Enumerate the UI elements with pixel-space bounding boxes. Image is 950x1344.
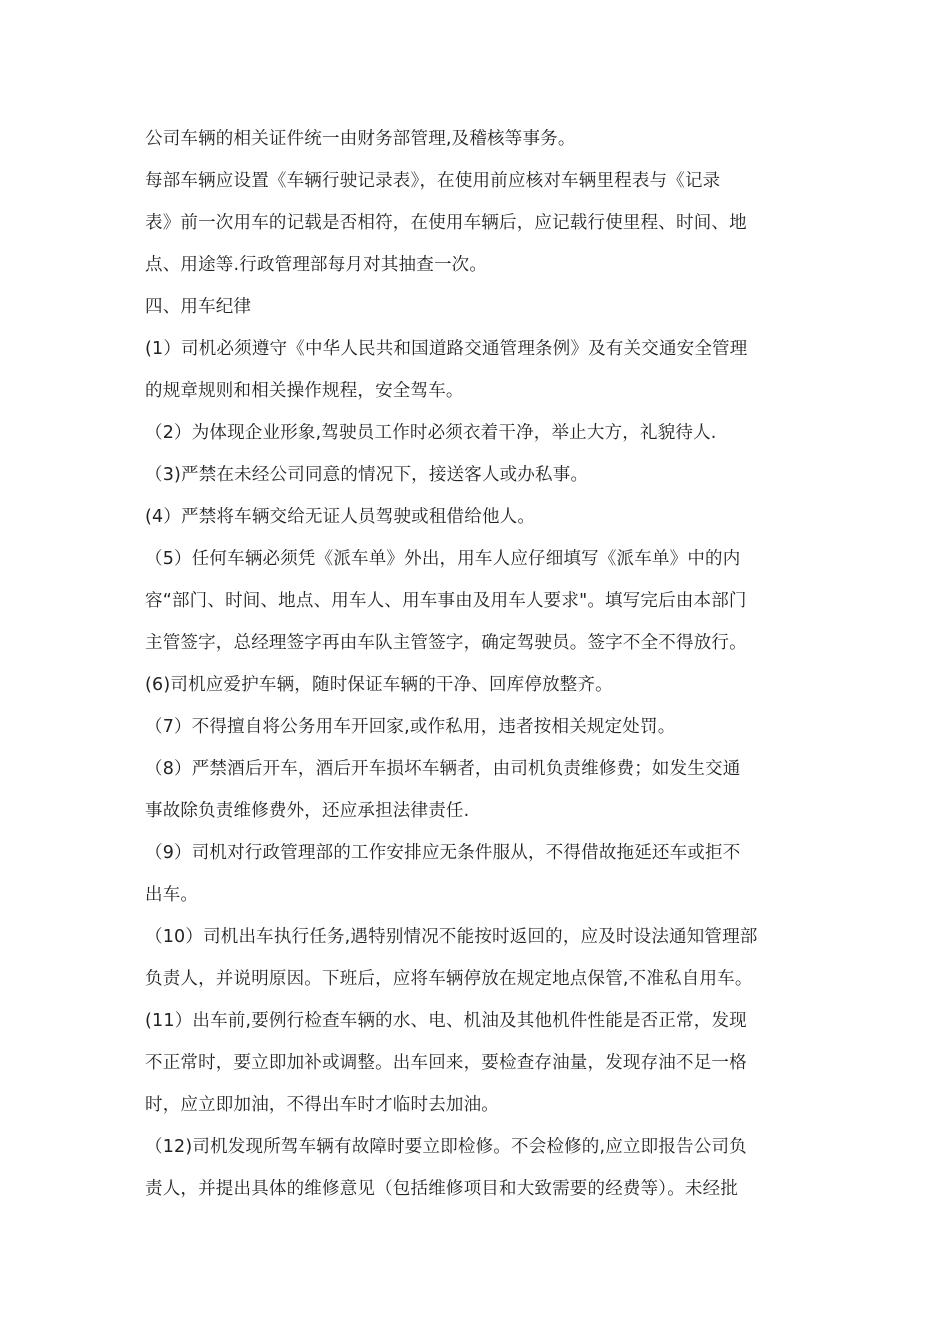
paragraph-line: （2）为体现企业形象,驾驶员工作时必须衣着干净，举止大方，礼貌待人. — [145, 423, 717, 443]
paragraph-line: （5）任何车辆必须凭《派车单》外出，用车人应仔细填写《派车单》中的内 — [145, 549, 741, 569]
document-body — [145, 118, 825, 1210]
paragraph-line: (11）出车前,要例行检查车辆的水、电、机油及其他机件性能是否正常，发现 — [145, 1011, 747, 1031]
paragraph-line: (6)司机应爱护车辆，随时保证车辆的干净、回库停放整齐。 — [145, 675, 613, 695]
paragraph-line: （8）严禁酒后开车，酒后开车损坏车辆者，由司机负责维修费；如发生交通 — [145, 759, 741, 779]
paragraph-line: 不正常时，要立即加补或调整。出车回来，要检查存油量，发现存油不足一格 — [145, 1053, 747, 1073]
paragraph-line: 主管签字，总经理签字再由车队主管签字，确定驾驶员。签字不全不得放行。 — [145, 633, 747, 653]
paragraph-line: 每部车辆应设置《车辆行驶记录表》，在使用前应核对车辆里程表与《记录 — [145, 171, 721, 191]
paragraph-line: 点、用途等.行政管理部每月对其抽查一次。 — [145, 255, 488, 275]
paragraph-line: (1）司机必须遵守《中华人民共和国道路交通管理条例》及有关交通安全管理 — [145, 339, 748, 359]
paragraph-line: 负责人，并说明原因。下班后，应将车辆停放在规定地点保管,不准私自用车。 — [145, 969, 753, 989]
paragraph-line: 责人，并提出具体的维修意见（包括维修项目和大致需要的经费等）。未经批 — [145, 1179, 739, 1199]
paragraph-line: （3)严禁在未经公司同意的情况下，接送客人或办私事。 — [145, 465, 589, 485]
paragraph-line: (4）严禁将车辆交给无证人员驾驶或租借给他人。 — [145, 507, 536, 527]
paragraph-line: 公司车辆的相关证件统一由财务部管理,及稽核等事务。 — [145, 129, 576, 149]
section-heading: 四、用车纪律 — [145, 297, 252, 317]
paragraph-line: （10）司机出车执行任务,遇特别情况不能按时返回的，应及时设法通知管理部 — [145, 927, 758, 947]
paragraph-line: 的规章规则和相关操作规程，安全驾车。 — [145, 381, 464, 401]
paragraph-line: 事故除负责维修费外，还应承担法律责任. — [145, 801, 470, 821]
paragraph-line: （12)司机发现所驾车辆有故障时要立即检修。不会检修的,应立即报告公司负 — [145, 1137, 747, 1157]
paragraph-line: 容“部门、时间、地点、用车人、用车事由及用车人要求"。填写完后由本部门 — [145, 591, 747, 611]
paragraph-line: 时，应立即加油，不得出车时才临时去加油。 — [145, 1095, 499, 1115]
paragraph-line: （7）不得擅自将公务用车开回家,或作私用，违者按相关规定处罚。 — [145, 717, 676, 737]
paragraph-line: 出车。 — [145, 885, 199, 905]
paragraph-line: （9）司机对行政管理部的工作安排应无条件服从，不得借故拖延还车或拒不 — [145, 843, 741, 863]
paragraph-line: 表》前一次用车的记载是否相符，在使用车辆后，应记载行使里程、时间、地 — [145, 213, 747, 233]
